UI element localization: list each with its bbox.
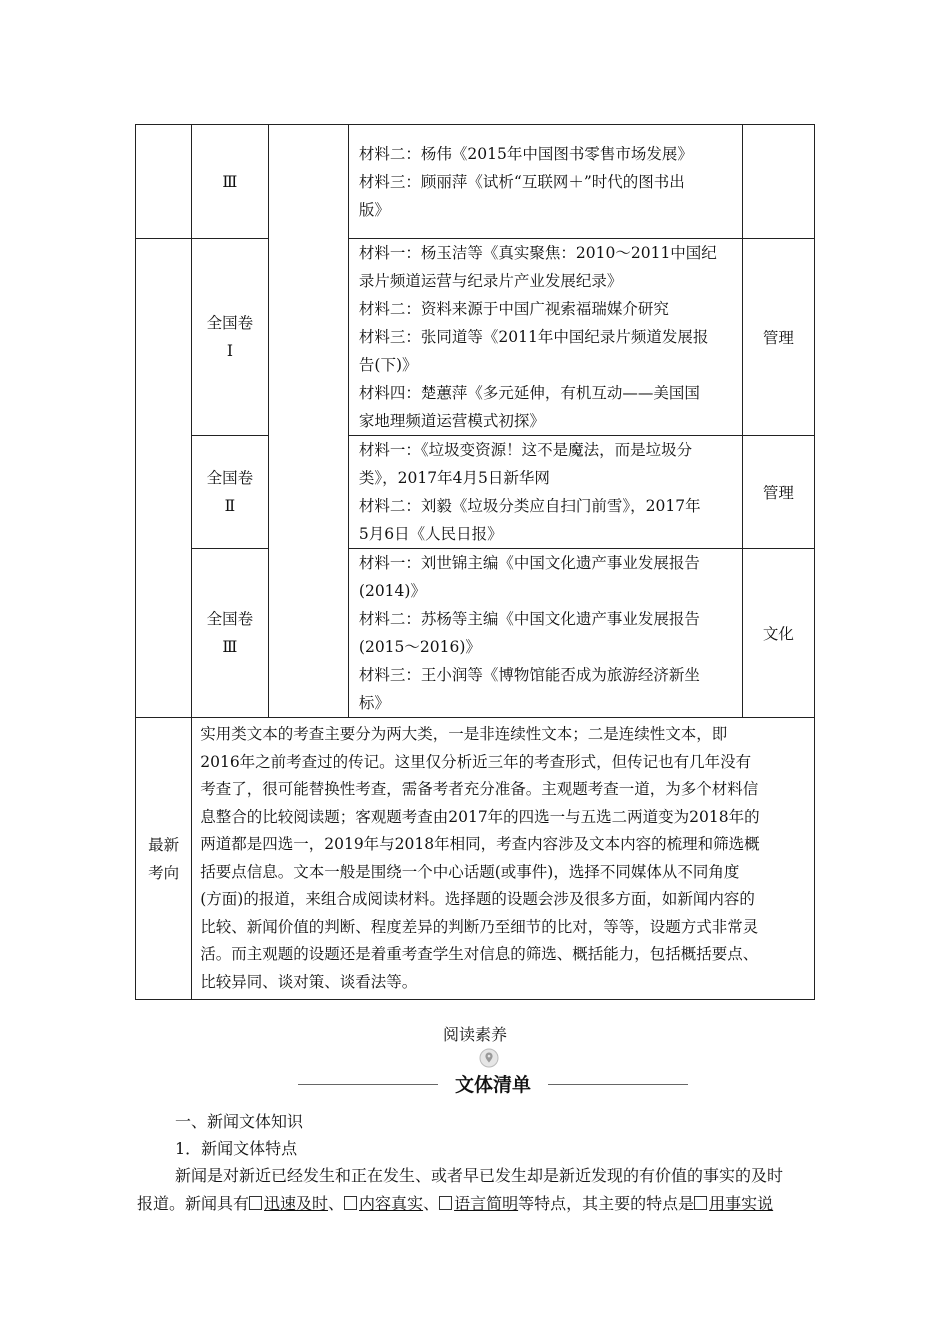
paper-number: Ⅱ <box>224 497 236 515</box>
trend-line: 两道都是四选一，2019年与2018年相同，考查内容涉及文本内容的梳理和筛选概 <box>200 835 760 853</box>
paper-number: Ⅲ <box>222 638 238 656</box>
banner-rule <box>298 1084 438 1085</box>
material-line: (2014)》 <box>358 582 426 600</box>
trend-label-cell <box>136 718 192 1000</box>
material-line: 材料二：杨伟《2015年中国图书零售市场发展》 <box>358 144 693 163</box>
trend-line: 考查了，很可能替换性考查，需备考者充分准备。主观题考查一道，为多个材料信 <box>200 780 759 798</box>
table-row-trend <box>136 718 815 1000</box>
trend-line: 括要点信息。文本一般是围绕一个中心话题(或事件)，选择不同媒体从不同角度 <box>200 862 740 881</box>
exam-table <box>135 124 815 1000</box>
paper-name: 全国卷 <box>206 469 254 487</box>
paragraph-line <box>137 1191 773 1214</box>
blank-box-icon <box>694 1196 707 1210</box>
blank-text: 用事实说 <box>709 1194 774 1213</box>
material-line: 5月6日《人民日报》 <box>358 525 503 543</box>
blank-cell <box>268 125 348 718</box>
materials-cell <box>348 125 742 239</box>
material-line: 材料三：张同道等《2011年中国纪录片频道发展报 <box>358 328 709 346</box>
paper-cell: Ⅲ <box>192 125 268 239</box>
trend-line: (方面)的报道，来组合成阅读材料。选择题的设题会涉及很多方面，如新闻内容的 <box>200 890 755 908</box>
material-line: 材料四：楚蕙萍《多元延伸，有机互动——美国国 <box>358 384 700 402</box>
paragraph-text: 报道。新闻具有 <box>137 1194 250 1213</box>
trend-line: 2016年之前考查过的传记。这里仅分析近三年的考查形式，但传记也有几年没有 <box>200 752 752 771</box>
fill-blank <box>344 1194 423 1213</box>
blank-box-icon <box>249 1196 262 1210</box>
material-line: 材料一：刘世锦主编《中国文化遗产事业发展报告 <box>358 554 700 572</box>
paper-cell <box>192 436 268 549</box>
blank-text: 内容真实 <box>359 1194 424 1213</box>
table-row <box>136 436 815 549</box>
trend-line: 息整合的比较阅读题；客观题考查由2017年的四选一与五选二两道变为2018年的 <box>200 807 760 826</box>
location-pin-icon <box>479 1048 499 1068</box>
trend-line: 实用类文本的考查主要分为两大类，一是非连续性文本；二是连续性文本，即 <box>200 725 728 743</box>
material-line: 录片频道运营与纪录片产业发展纪录》 <box>358 272 623 290</box>
type-cell-empty <box>742 125 814 239</box>
paper-number: Ⅰ <box>226 342 233 360</box>
material-line: 材料一：杨玉洁等《真实聚焦：2010～2011中国纪 <box>358 244 717 262</box>
paper-name: 全国卷 <box>206 610 254 628</box>
material-line: 材料二：刘毅《垃圾分类应自扫门前雪》，2017年 <box>358 497 701 515</box>
paper-cell <box>192 239 268 436</box>
year-cell <box>136 239 192 718</box>
material-line: 家地理频道运营模式初探》 <box>358 412 545 430</box>
table-row <box>136 239 815 436</box>
trend-line: 比较异同、谈对策、谈看法等。 <box>200 972 418 991</box>
table-row <box>136 125 815 239</box>
material-line: 材料一：《垃圾变资源！这不是魔法，而是垃圾分 <box>358 441 693 459</box>
blank-box-icon <box>344 1196 357 1210</box>
type-cell: 管理 <box>742 436 814 549</box>
type-cell: 文化 <box>742 549 814 718</box>
year-cell-empty <box>136 125 192 239</box>
fill-blank <box>694 1194 773 1213</box>
banner-rule <box>548 1084 688 1085</box>
material-line: 告(下)》 <box>358 356 418 374</box>
section-banner <box>298 1070 688 1100</box>
paragraph-line: 新闻是对新近已经发生和正在发生、或者早已发生却是新近发现的有价值的事实的及时 <box>175 1166 784 1185</box>
heading-level2: 1．新闻文体特点 <box>175 1139 298 1158</box>
materials-cell <box>348 549 742 718</box>
fill-blank <box>249 1194 328 1213</box>
blank-box-icon <box>439 1196 452 1210</box>
paper-cell <box>192 549 268 718</box>
banner-title: 文体清单 <box>454 1074 531 1096</box>
material-line: (2015～2016)》 <box>358 638 481 656</box>
material-line: 类》，2017年4月5日新华网 <box>358 469 550 487</box>
material-line: 材料二：苏杨等主编《中国文化遗产事业发展报告 <box>358 610 700 628</box>
paragraph-text: 等特点，其主要的特点是 <box>518 1194 695 1213</box>
blank-text: 语言简明 <box>454 1194 519 1213</box>
separator: 、 <box>423 1194 440 1213</box>
section-title: 阅读素养 <box>442 1025 507 1044</box>
fill-blank <box>439 1194 518 1213</box>
material-line: 版》 <box>358 200 390 219</box>
trend-line: 比较、新闻价值的判断、程度差异的判断乃至细节的比对，等等，设题方式非常灵 <box>200 917 759 936</box>
materials-cell <box>348 436 742 549</box>
separator: 、 <box>328 1194 345 1213</box>
material-line: 标》 <box>358 694 390 712</box>
type-cell: 管理 <box>742 239 814 436</box>
trend-line: 活。而主观题的设题还是着重考查学生对信息的筛选、概括能力，包括概括要点、 <box>200 945 759 963</box>
material-line: 材料二：资料来源于中国广视索福瑞媒介研究 <box>358 300 669 318</box>
table-row <box>136 549 815 718</box>
paper-name: 全国卷 <box>206 314 254 332</box>
materials-cell <box>348 239 742 436</box>
heading-level1: 一、新闻文体知识 <box>175 1112 304 1131</box>
trend-label: 最新 <box>148 835 180 854</box>
material-line: 材料三：王小润等《博物馆能否成为旅游经济新坐 <box>358 666 700 684</box>
trend-text-cell <box>192 718 815 1000</box>
material-line: 材料三：顾丽萍《试析“互联网＋”时代的图书出 <box>358 172 685 191</box>
blank-text: 迅速及时 <box>264 1194 329 1213</box>
trend-label: 考向 <box>148 863 180 882</box>
